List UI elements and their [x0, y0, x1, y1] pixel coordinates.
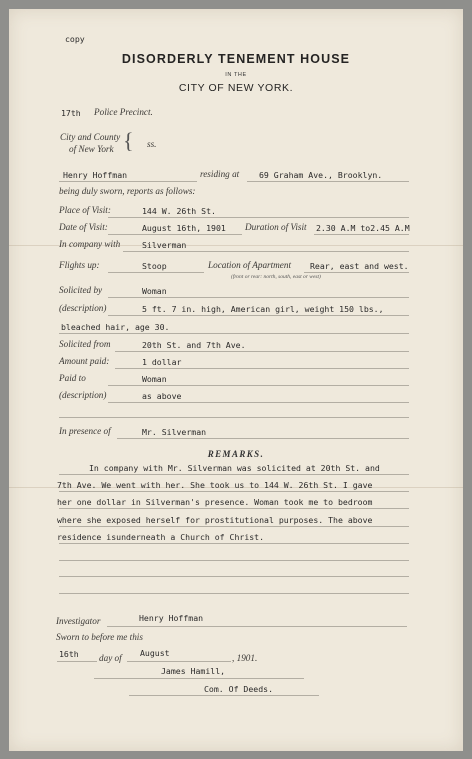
field-rule [117, 438, 409, 439]
duration-value: 2.30 A.M to2.45 A.M [316, 223, 410, 233]
description-label: (description) [59, 303, 107, 313]
investigator-value: Henry Hoffman [139, 613, 204, 623]
brace-mark: { [123, 128, 134, 153]
in-the-text: IN THE [225, 72, 247, 78]
location-value: Rear, east and west. [310, 261, 409, 271]
solicited-from-value: 20th St. and 7th Ave. [142, 340, 246, 350]
field-rule [107, 626, 407, 627]
field-rule [108, 217, 409, 218]
company-value: Silverman [142, 240, 187, 250]
remarks-line: residence isunderneath a Church of Christ. [57, 532, 265, 542]
amount-value: 1 dollar [142, 357, 182, 367]
field-rule [127, 661, 231, 662]
notary-name: James Hamill, [161, 666, 226, 676]
month-value: August [140, 648, 170, 658]
presence-label: In presence of [59, 426, 111, 436]
field-rule [108, 402, 409, 403]
amount-label: Amount paid: [59, 356, 110, 366]
field-rule [314, 234, 409, 235]
remarks-line: In company with Mr. Silverman was solicited at 20th St. and [89, 463, 380, 473]
remarks-line: her one dollar in Silverman's presence. Woman took me to bedroom [57, 497, 373, 507]
field-rule [59, 333, 409, 334]
flights-value: Stoop [142, 261, 167, 271]
precinct-value: 17th [61, 108, 81, 118]
field-rule [59, 543, 409, 544]
paid-to-label: Paid to [59, 373, 86, 383]
solicited-from-label: Solicited from [59, 339, 111, 349]
notary-title: Com. Of Deeds. [204, 684, 274, 694]
field-rule [59, 560, 409, 561]
presence-value: Mr. Silverman [142, 427, 207, 437]
paid-to-value: Woman [142, 374, 167, 384]
description2-value: as above [142, 391, 182, 401]
document-title: DISORDERLY TENEMENT HOUSE [121, 52, 351, 66]
field-rule [108, 234, 242, 235]
date-value: August 16th, 1901 [142, 223, 226, 233]
field-rule [59, 417, 409, 418]
field-rule [123, 251, 409, 252]
duration-label: Duration of Visit [245, 222, 307, 232]
sworn-label: Sworn to before me this [56, 632, 143, 642]
place-value: 144 W. 26th St. [142, 206, 216, 216]
field-rule [108, 272, 204, 273]
investigator-label: Investigator [56, 616, 101, 626]
field-rule [59, 181, 197, 182]
solicited-value: Woman [142, 286, 167, 296]
solicited-label: Solicited by [59, 285, 103, 295]
field-rule [59, 474, 409, 475]
day-value: 16th [59, 649, 79, 659]
county-line1: City and County [60, 132, 121, 142]
sworn-text: being duly sworn, reports as follows: [59, 186, 196, 196]
location-label: Location of Apartment [208, 260, 292, 270]
deponent-name: Henry Hoffman [63, 170, 128, 180]
field-rule [115, 368, 409, 369]
field-rule [59, 508, 409, 509]
field-rule [57, 661, 97, 662]
document-page [9, 9, 463, 751]
description-line1: 5 ft. 7 in. high, American girl, weight 150 lbs., [142, 304, 384, 314]
flights-label: Flights up: [59, 260, 100, 270]
date-label: Date of Visit: [59, 222, 108, 232]
field-rule [108, 315, 409, 316]
field-rule [247, 181, 409, 182]
field-rule [108, 385, 409, 386]
field-rule [129, 695, 319, 696]
description2-label: (description) [59, 390, 107, 400]
remarks-line: 7th Ave. We went with her. She took us to 144 W. 26th St. I gave [57, 480, 373, 490]
remarks-heading: REMARKS. [207, 449, 265, 459]
field-rule [108, 297, 409, 298]
deponent-address: 69 Graham Ave., Brooklyn. [259, 170, 383, 180]
copy-mark: copy [65, 34, 85, 44]
field-rule [59, 576, 409, 577]
precinct-label: Police Precinct. [94, 107, 153, 117]
residing-label: residing at [200, 169, 240, 179]
company-label: In company with [59, 239, 121, 249]
location-hint: (front or rear: north, south, east or west) [231, 274, 321, 280]
place-label: Place of Visit: [59, 205, 111, 215]
county-line2: of New York [69, 144, 114, 154]
field-rule [59, 526, 409, 527]
field-rule [304, 272, 409, 273]
city-subtitle: CITY OF NEW YORK. [178, 82, 294, 94]
field-rule [59, 593, 409, 594]
field-rule [94, 678, 304, 679]
description-line2: bleached hair, age 30. [61, 322, 170, 332]
ss-label: ss. [147, 139, 157, 149]
field-rule [59, 491, 409, 492]
day-label: day of [99, 653, 122, 663]
field-rule [115, 351, 409, 352]
year-text: , 1901. [232, 653, 258, 663]
remarks-line: where she exposed herself for prostitutional purposes. The above [57, 515, 373, 525]
